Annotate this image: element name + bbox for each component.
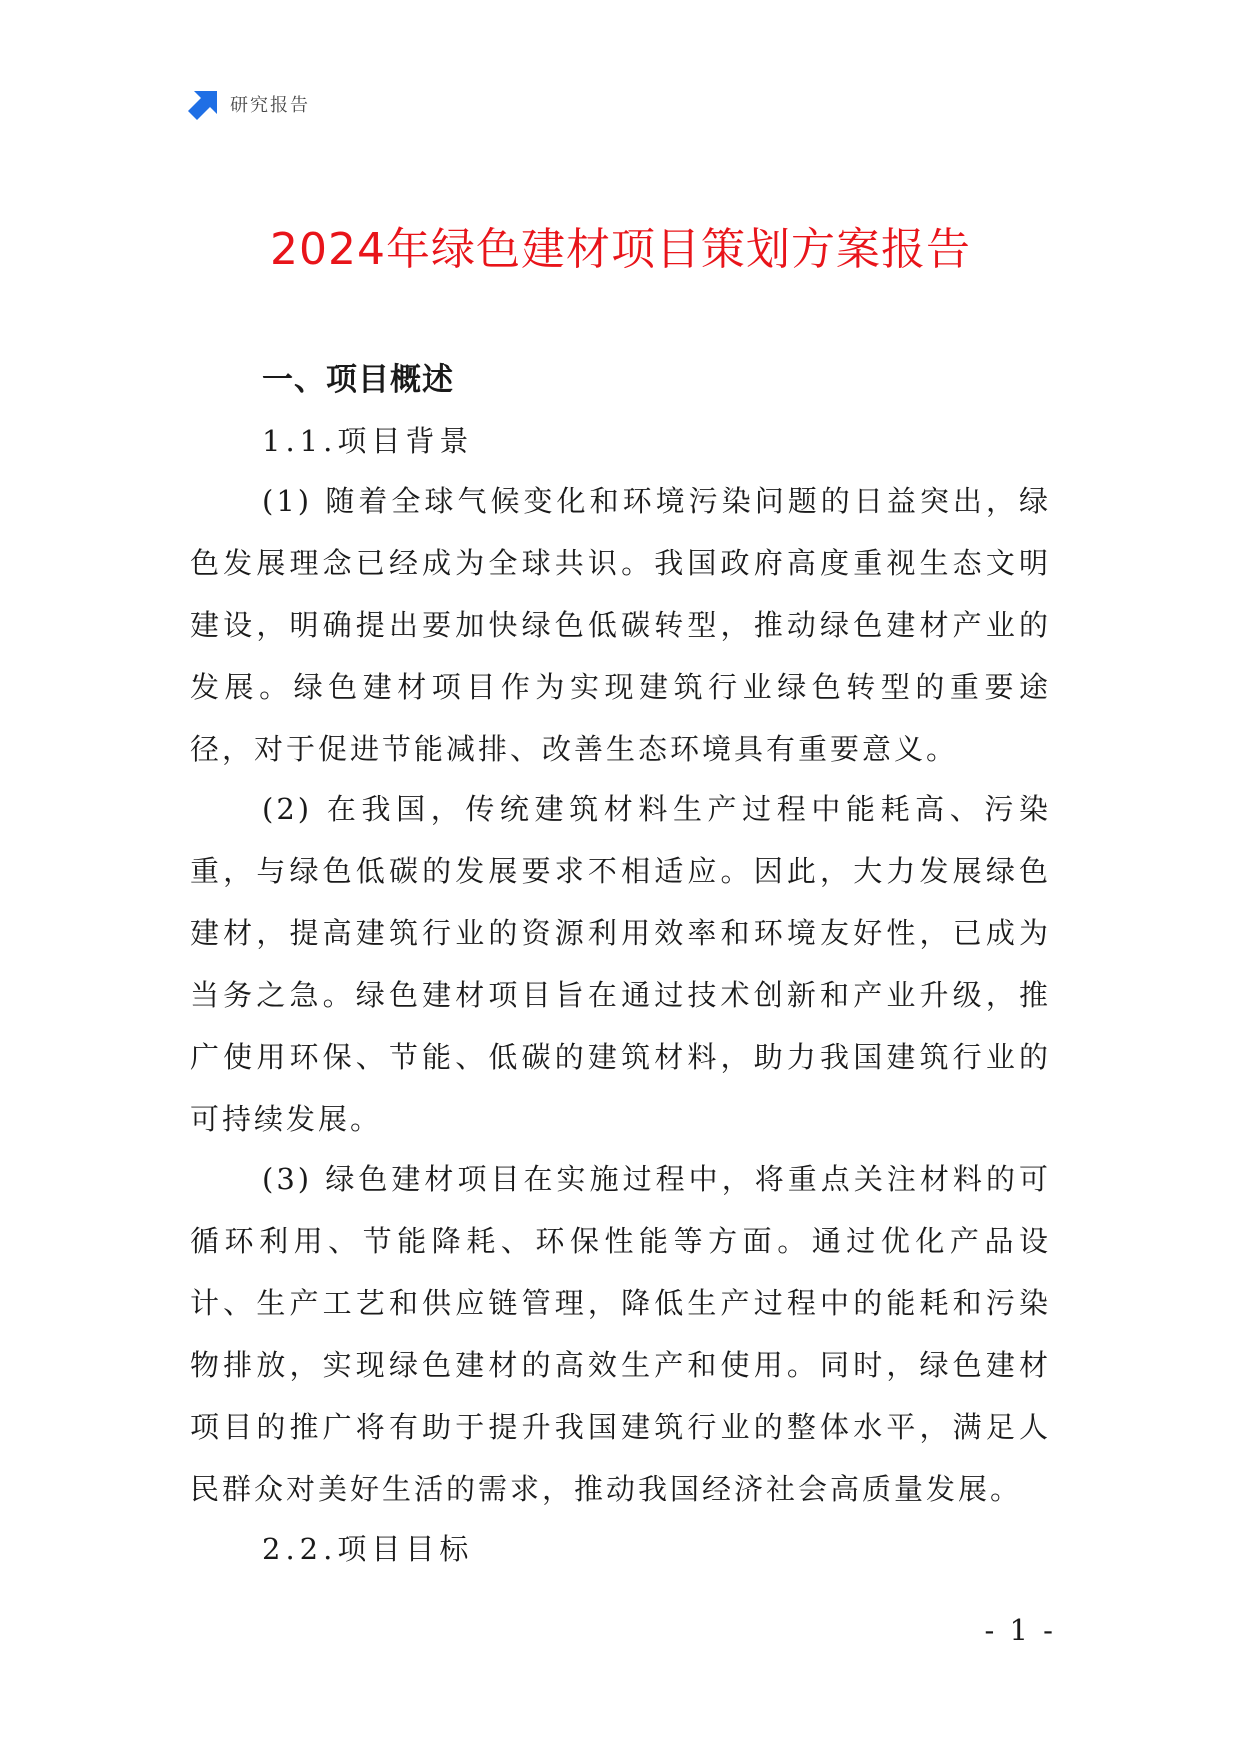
subsection-heading-goals: 2.2.项目目标 (262, 1532, 474, 1566)
arrow-up-right-icon (188, 88, 220, 120)
subsection-heading-background: 1.1.项目背景 (262, 424, 474, 458)
paragraph-2: (2) 在我国，传统建筑材料生产过程中能耗高、污染重，与绿色低碳的发展要求不相适应。因此，大力发展绿色建材，提高建筑行业的资源利用效率和环境友好性，已成为当务之急。绿色建材项目旨在通过技术创新和产业升级，推广使用环保、节能、低碳的建筑材料，助力我国建筑行业的可持续发展。 (190, 792, 1051, 1136)
section-heading-overview: 一、项目概述 (262, 362, 454, 398)
report-header (188, 88, 310, 120)
paragraph-1: (1) 随着全球气候变化和环境污染问题的日益突出，绿色发展理念已经成为全球共识。我国政府高度重视生态文明建设，明确提出要加快绿色低碳转型，推动绿色建材产业的发展。绿色建材项目作为实现建筑行业绿色转型的重要途径，对于促进节能减排、改善生态环境具有重要意义。 (190, 484, 1051, 766)
header-label: 研究报告 (230, 95, 310, 116)
paragraph-3: (3) 绿色建材项目在实施过程中，将重点关注材料的可循环利用、节能降耗、环保性能等方面。通过优化产品设计、生产工艺和供应链管理，降低生产过程中的能耗和污染物排放，实现绿色建材的高效生产和使用。同时，绿色建材项目的推广将有助于提升我国建筑行业的整体水平，满足人民群众对美好生活的需求，推动我国经济社会高质量发展。 (190, 1162, 1051, 1506)
page-number: - 1 - (984, 1613, 1056, 1647)
document-title: 2024年绿色建材项目策划方案报告 (270, 224, 971, 275)
